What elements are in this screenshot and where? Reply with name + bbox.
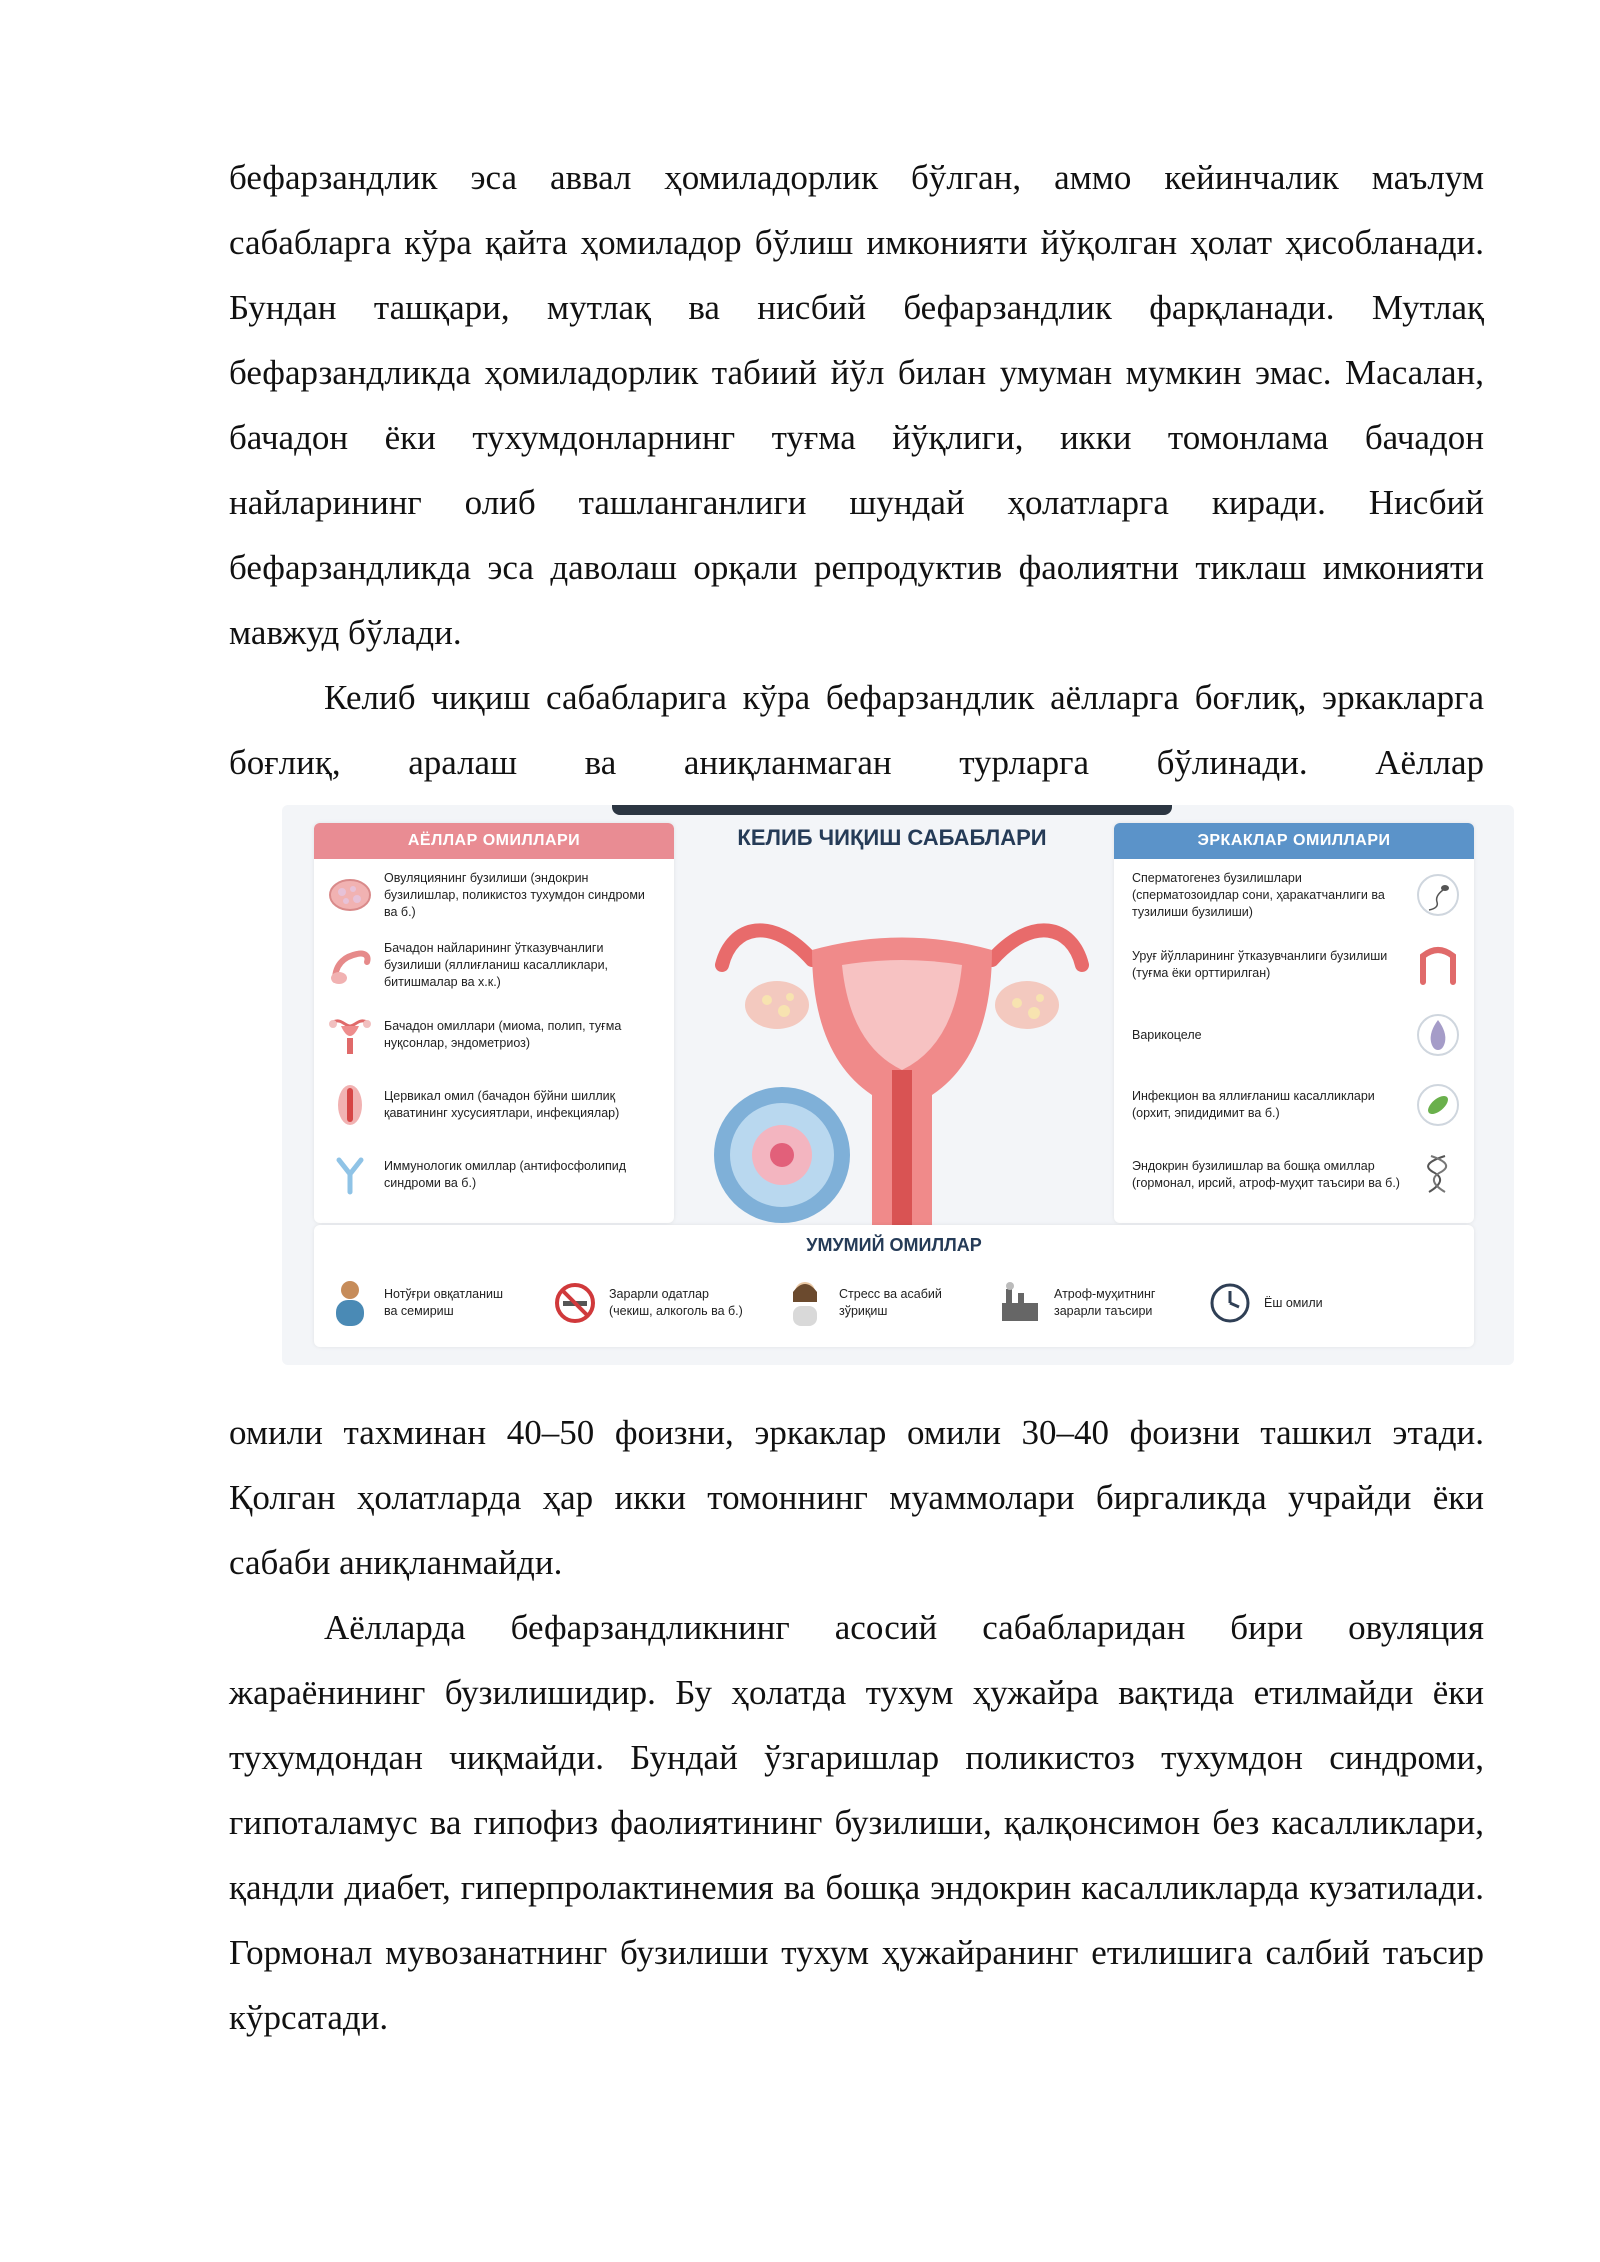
men-factor-text: Уруғ йўлларининг ўтказувчанлиги бузилиши (туғма ёки орттирилган) (1132, 949, 1388, 980)
paragraph-1: бефарзандлик эса аввал ҳомиладорлик бўлган, аммо кейинчалик маълум сабабларга кўра қайта ҳомиладор бўлиш имконияти йўқолган ҳолат ҳисобланади. Бундан ташқари, мутлақ ва нисбий бефарзандлик фарқланади. Мутлақ бефарзандликда ҳомиладорлик табиий йўл билан умуман мумкин эмас. Масалан, бачадон ёки тухумдонларнинг туғма йўқлиги, икки томонлама бачадон найларининг олиб ташланганлиги шундай ҳолатларга киради. Нисбий бефарзандликда эса даволаш орқали репродуктив фаолиятни тиклаш имконияти мавжуд бўлади. (229, 158, 1484, 652)
infographic-figure (282, 805, 1514, 1365)
bacteria-icon (1412, 1079, 1464, 1131)
common-factor-text: Стресс ва асабий зўриқиш (839, 1287, 942, 1318)
antibody-icon (324, 1149, 376, 1201)
cervix-icon (324, 1079, 376, 1131)
ovary-icon (324, 869, 376, 921)
fallopian-tube-icon (324, 939, 376, 991)
women-factor-text: Овуляциянинг бузилиши (эндокрин бузилишлар, поликистоз тухумдон синдроми ва б.) (384, 870, 645, 919)
sperm-icon (1412, 869, 1464, 921)
common-factor-item (324, 1273, 524, 1333)
women-factor-text: Цервикал омил (бачадон бўйни шиллиқ қаватининг хусусиятлари, инфекциялар) (384, 1089, 620, 1120)
women-factor-item (324, 935, 664, 995)
dna-icon (1412, 1149, 1464, 1201)
men-factor-text: Инфекцион ва яллиғланиш касалликлари (орхит, эпидидимит ва б.) (1132, 1089, 1375, 1120)
women-factors-header: АЁЛЛАР ОМИЛЛАРИ (314, 823, 674, 859)
paragraph-3: омили тахминан 40–50 фоизни, эркаклар омили 30–40 фоизни ташкил этади. Қолган ҳолатларда ҳар икки томоннинг муаммолари биргаликда учрайди ёки сабаби аниқланмайди. (229, 1413, 1484, 1582)
common-factor-text: Зарарли одатлар (чекиш, алкоголь ва б.) (609, 1287, 743, 1318)
stressed-woman-icon (779, 1277, 831, 1329)
uterus-icon (324, 1009, 376, 1061)
paragraph-4-text: Аёлларда бефарзандликнинг асосий сабабларидан бири овуляция жараёнининг бузилишидир. Бу ҳолатда тухум ҳужайра вақтида етилмайди ёки тухумдондан чиқмайди. Бундай ўзгаришлар поликистоз тухумдон синдроми, гипоталамус ва гипофиз фаолиятининг бузилиши, қалқонсимон без касалликлари, қандли диабет, гиперпролактинемия ва бошқа эндокрин касалликларда кузатилади. Гормонал мувозанатнинг бузилиши тухум ҳужайранинг етилишига салбий таъсир кўрсатади. (229, 1608, 1484, 2037)
factory-icon (994, 1277, 1046, 1329)
paragraph-2-text: Келиб чиқиш сабабларига кўра бефарзандлик аёлларга боғлиқ, эркакларга боғлиқ, аралаш ва аниқланмаган турларга бўлинади. Аёллар (229, 678, 1484, 782)
women-factors-panel (314, 823, 674, 1223)
paragraph-2 (229, 665, 1484, 795)
men-factor-text: Варикоцеле (1132, 1027, 1202, 1042)
common-factor-text: Нотўғри овқатланиш ва семириш (384, 1287, 503, 1318)
common-factor-item (1204, 1273, 1384, 1333)
uterus-illustration (692, 855, 1112, 1235)
no-smoking-icon (549, 1277, 601, 1329)
figure-title: КЕЛИБ ЧИҚИШ САБАБЛАРИ (737, 825, 1047, 850)
women-factor-item (324, 1145, 664, 1205)
men-factor-item (1124, 1005, 1464, 1065)
men-factor-item (1124, 1145, 1464, 1205)
person-icon (324, 1277, 376, 1329)
common-factor-text: Ёш омили (1264, 1295, 1323, 1310)
varicocele-icon (1412, 1009, 1464, 1061)
common-factors-title: УМУМИЙ ОМИЛЛАР (806, 1235, 982, 1255)
paragraph-4 (229, 1595, 1484, 2050)
women-factor-item (324, 1005, 664, 1065)
men-factor-text: Эндокрин бузилишлар ва бошқа омиллар (гормонал, ирсий, атроф-муҳит таъсири ва б.) (1132, 1159, 1400, 1190)
women-factor-item (324, 865, 664, 925)
common-factor-text: Атроф-муҳитнинг зарарли таъсири (1054, 1287, 1156, 1318)
figure-top-band (612, 805, 1172, 815)
women-factor-text: Бачадон омиллари (миома, полип, туғма нуқсонлар, эндометриоз) (384, 1019, 622, 1050)
common-factor-item (994, 1273, 1194, 1333)
women-factor-text: Иммунологик омиллар (антифосфолипид синдроми ва б.) (384, 1159, 626, 1190)
common-factor-item (779, 1273, 969, 1333)
common-factor-item (549, 1273, 759, 1333)
men-factor-item (1124, 865, 1464, 925)
men-factor-item (1124, 1075, 1464, 1135)
common-factors-panel (314, 1225, 1474, 1347)
men-factors-header: ЭРКАКЛАР ОМИЛЛАРИ (1114, 823, 1474, 859)
men-factor-item (1124, 935, 1464, 995)
men-factors-panel (1114, 823, 1474, 1223)
vas-deferens-icon (1412, 939, 1464, 991)
women-factor-item (324, 1075, 664, 1135)
clock-icon (1204, 1277, 1256, 1329)
men-factor-text: Сперматогенез бузилишлари (сперматозоидлар сони, ҳаракатчанлиги ва тузилиши бузилиши) (1132, 870, 1385, 919)
women-factor-text: Бачадон найларининг ўтказувчанлиги бузилиши (яллиғланиш касалликлари, битишмалар ва х.к.) (384, 940, 609, 989)
